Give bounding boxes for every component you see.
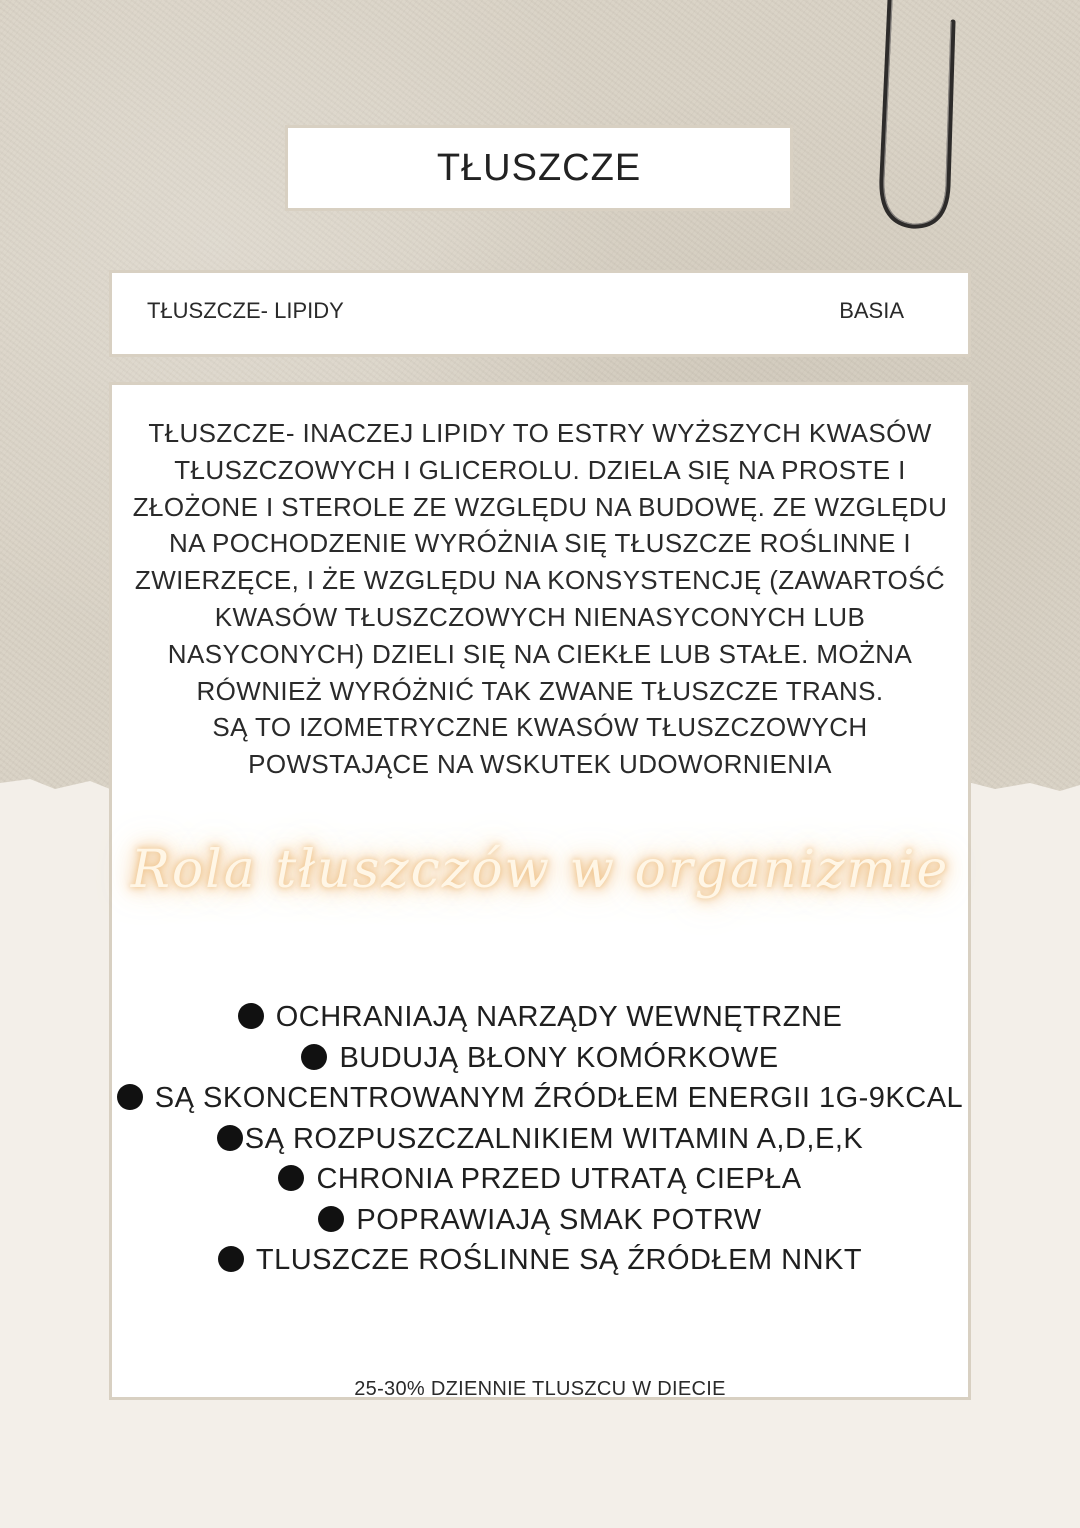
bullet-icon <box>318 1206 344 1232</box>
page-title-box <box>285 125 793 211</box>
roles-list <box>112 997 968 1281</box>
list-item <box>112 1078 968 1119</box>
list-item <box>112 1038 968 1079</box>
paper-clip-icon <box>870 0 970 240</box>
bullet-icon <box>278 1165 304 1191</box>
footer-note: 25-30% DZIENNIE TLUSZCU W DIECIE <box>354 1378 726 1400</box>
subject-label: TŁUSZCZE- LIPIDY <box>147 298 344 323</box>
role-text: SĄ ROZPUSZCZALNIKIEM WITAMIN A,D,E,K <box>244 1122 864 1155</box>
list-item <box>112 1200 968 1241</box>
roles-heading: Rola tłuszczów w organizmie <box>130 840 950 900</box>
role-text: SĄ SKONCENTROWANYM ŹRÓDŁEM ENERGII 1G-9KCAL <box>154 1082 964 1114</box>
bullet-icon <box>217 1125 243 1151</box>
content-card <box>109 382 971 1400</box>
list-item <box>112 1119 968 1160</box>
bullet-icon <box>117 1084 143 1110</box>
role-text: CHRONIA PRZED UTRATĄ CIEPŁA <box>316 1163 802 1195</box>
list-item <box>112 1240 968 1281</box>
intro-paragraph: TŁUSZCZE- INACZEJ LIPIDY TO ESTRY WYŻSZYCH KWASÓW TŁUSZCZOWYCH I GLICEROLU. DZIELA SIĘ NA PROSTE I ZŁOŻONE I STEROLE ZE WZGLĘDU NA BUDOWĘ. ZE WZGLĘDU NA POCHODZENIE WYRÓŻNIA SIĘ TŁUSZCZE ROŚLINNE I ZWIERZĘCE, I ŻE WZGLĘDU NA KONSYSTENCJĘ (ZAWARTOŚĆ KWASÓW TŁUSZCZOWYCH NIENASYCONYCH LUB NASYCONYCH) DZIELI SIĘ NA CIEKŁE LUB STAŁE. MOŻNA RÓWNIEŻ WYRÓŻNIĆ TAK ZWANE TŁUSZCZE TRANS. SĄ TO IZOMETRYCZNE KWASÓW TŁUSZCZOWYCH POWSTAJĄCE NA WSKUTEK UDOWORNIENIA <box>132 418 948 780</box>
bullet-icon <box>238 1003 264 1029</box>
list-item <box>112 1159 968 1200</box>
bullet-icon <box>218 1246 244 1272</box>
bullet-icon <box>301 1044 327 1070</box>
role-text: TLUSZCZE ROŚLINNE SĄ ŹRÓDŁEM NNKT <box>255 1244 863 1276</box>
author-label: BASIA <box>839 298 904 323</box>
role-text: OCHRANIAJĄ NARZĄDY WEWNĘTRZNE <box>275 1001 843 1033</box>
page-title: TŁUSZCZE <box>436 146 642 189</box>
header-bar <box>109 270 971 357</box>
role-text: BUDUJĄ BŁONY KOMÓRKOWE <box>339 1041 779 1074</box>
role-text: POPRAWIAJĄ SMAK POTRW <box>356 1203 762 1236</box>
list-item <box>112 997 968 1038</box>
